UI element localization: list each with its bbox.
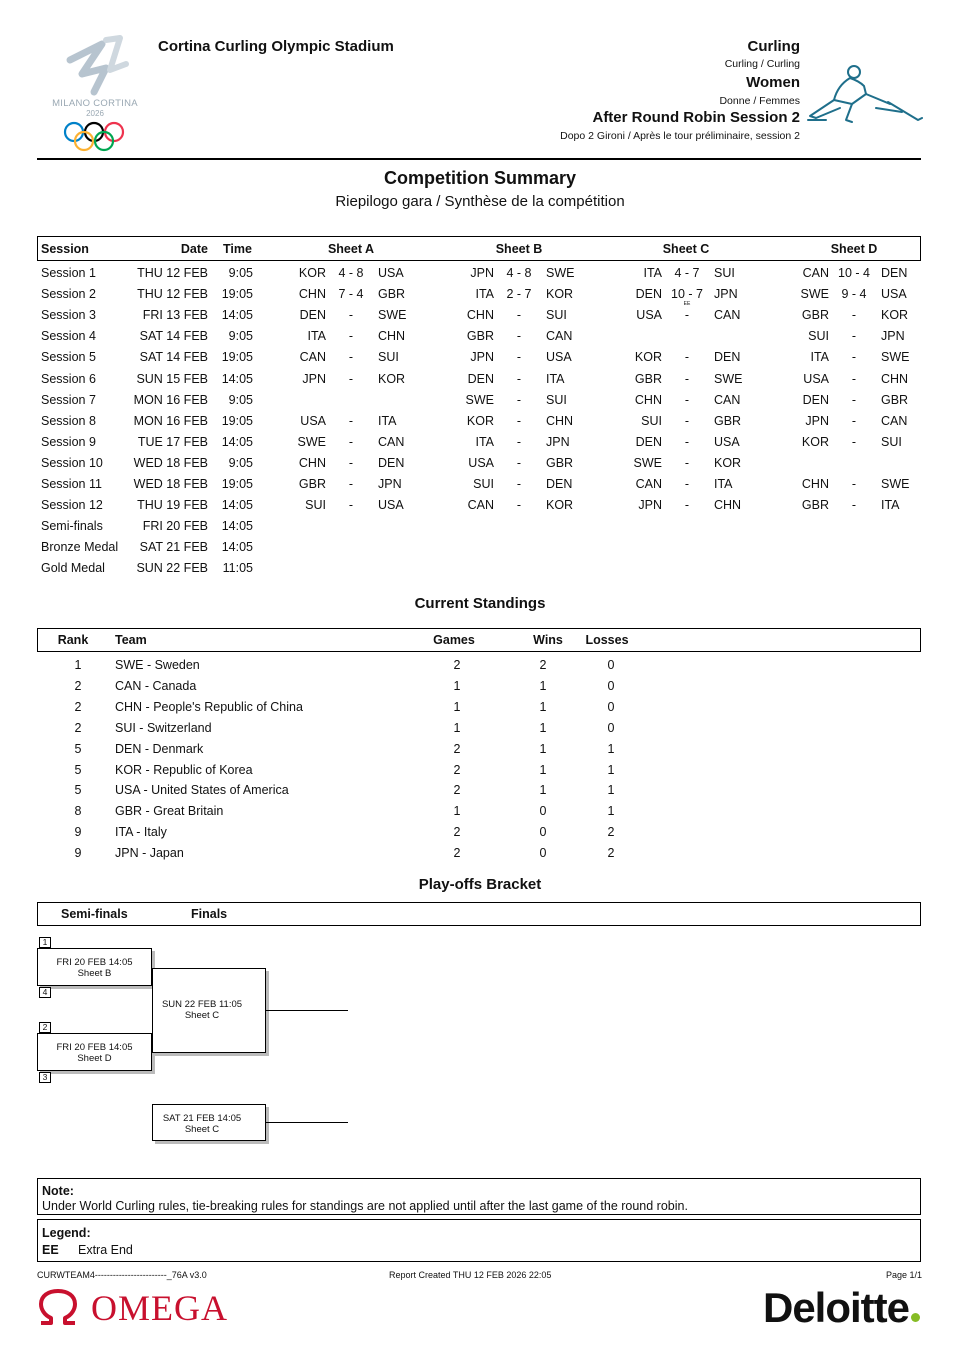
- standing-team: JPN - Japan: [115, 846, 184, 860]
- standing-losses: 0: [607, 721, 615, 735]
- session-name: Session 8: [41, 414, 96, 428]
- match-team2: JPN: [881, 329, 905, 343]
- match-team1: JPN: [638, 498, 662, 512]
- standing-losses: 2: [607, 846, 615, 860]
- legend-code: EE: [42, 1243, 59, 1257]
- match-team2: USA: [546, 350, 572, 364]
- standing-wins: 0: [539, 846, 547, 860]
- match-team2: GBR: [378, 287, 406, 301]
- sf1-sheet: Sheet B: [77, 968, 112, 979]
- match-score: -: [516, 435, 522, 449]
- omega-wordmark: OMEGA: [91, 1288, 228, 1328]
- match-score: -: [516, 498, 522, 512]
- standing-rank: 9: [74, 846, 82, 860]
- session-name: Session 12: [41, 498, 103, 512]
- match-score: 10 - 7: [671, 287, 703, 301]
- match-score: -: [684, 456, 690, 470]
- match-team2: SWE: [546, 266, 575, 280]
- match-team2: USA: [378, 498, 404, 512]
- match-score: -: [516, 456, 522, 470]
- standing-losses: 0: [607, 658, 615, 672]
- match-team1: JPN: [805, 414, 829, 428]
- standing-games: 2: [453, 846, 461, 860]
- standing-rank: 1: [74, 658, 82, 672]
- match-team2: ITA: [378, 414, 397, 428]
- match-team2: USA: [714, 435, 740, 449]
- session-name: Session 1: [41, 266, 96, 280]
- standing-losses: 0: [607, 679, 615, 693]
- session-date: SUN 15 FEB: [136, 372, 208, 386]
- match-team1: ITA: [475, 435, 494, 449]
- bracket-title: Play-offs Bracket: [418, 876, 542, 893]
- match-team1: CHN: [298, 456, 326, 470]
- match-score: 2 - 7: [506, 287, 532, 301]
- match-team2: CHN: [881, 372, 909, 386]
- standing-rank: 5: [74, 763, 82, 777]
- standing-wins: 2: [539, 658, 547, 672]
- match-team1: CAN: [467, 498, 494, 512]
- match-score: 7 - 4: [338, 287, 364, 301]
- match-team1: CHN: [634, 393, 662, 407]
- standings-title: Current Standings: [414, 595, 546, 612]
- standings-team-header: Team: [115, 633, 147, 647]
- bronze-sheet: Sheet C: [184, 1124, 220, 1135]
- match-team1: SWE: [633, 456, 662, 470]
- session-date: THU 12 FEB: [137, 266, 208, 280]
- match-team2: SWE: [714, 372, 743, 386]
- session-date: WED 18 FEB: [133, 477, 208, 491]
- session-time: 19:05: [221, 287, 253, 301]
- standing-wins: 1: [539, 783, 547, 797]
- bracket-header-row: [37, 902, 921, 926]
- standing-team: CAN - Canada: [115, 679, 197, 693]
- session-date: TUE 17 FEB: [137, 435, 208, 449]
- session-date: WED 18 FEB: [133, 456, 208, 470]
- session-date: THU 12 FEB: [137, 287, 208, 301]
- match-score: 9 - 4: [841, 287, 867, 301]
- match-score: -: [516, 308, 522, 322]
- match-score: -: [851, 498, 857, 512]
- match-team2: CHN: [378, 329, 406, 343]
- omega-symbol-icon: [37, 1289, 79, 1327]
- gold-final-box: [152, 968, 266, 1053]
- match-score: 4 - 8: [506, 266, 532, 280]
- logo-text-city: MILANO CORTINA: [52, 98, 138, 109]
- deloitte-dot-icon: [911, 1313, 920, 1322]
- match-score: -: [851, 393, 857, 407]
- match-score: -: [516, 414, 522, 428]
- legend-meaning: Extra End: [78, 1243, 133, 1257]
- session-name: Session 3: [41, 308, 96, 322]
- col-sheet-d-header: Sheet D: [830, 242, 878, 256]
- match-team2: JPN: [378, 477, 402, 491]
- standing-games: 2: [453, 825, 461, 839]
- venue-name: Cortina Curling Olympic Stadium: [158, 38, 394, 55]
- standing-team: SWE - Sweden: [115, 658, 200, 672]
- match-team2: GBR: [714, 414, 742, 428]
- session-date: SAT 21 FEB: [139, 540, 208, 554]
- deloitte-logo: [762, 1284, 920, 1331]
- standing-wins: 1: [539, 721, 547, 735]
- match-score: -: [516, 372, 522, 386]
- phase-title: After Round Robin Session 2: [592, 109, 800, 126]
- standing-games: 2: [453, 742, 461, 756]
- session-time: 14:05: [221, 540, 253, 554]
- standing-team: DEN - Denmark: [115, 742, 204, 756]
- standing-wins: 1: [539, 679, 547, 693]
- match-team2: KOR: [546, 287, 574, 301]
- session-name: Session 4: [41, 329, 96, 343]
- match-team2: ITA: [881, 498, 900, 512]
- col-sheet-c-header: Sheet C: [662, 242, 710, 256]
- match-team1: CHN: [466, 308, 494, 322]
- match-team1: GBR: [466, 329, 494, 343]
- session-date: SAT 14 FEB: [139, 350, 208, 364]
- match-team2: SUI: [881, 435, 902, 449]
- match-score: -: [348, 350, 354, 364]
- match-team1: KOR: [466, 414, 494, 428]
- match-score: -: [348, 477, 354, 491]
- match-team2: USA: [881, 287, 907, 301]
- omega-logo: [37, 1288, 228, 1328]
- match-team1: DEN: [299, 308, 326, 322]
- match-team2: ITA: [546, 372, 565, 386]
- gold-datetime: SUN 22 FEB 11:05: [161, 999, 243, 1010]
- match-team2: CHN: [546, 414, 574, 428]
- match-team2: GBR: [546, 456, 574, 470]
- summary-title: Competition Summary: [383, 168, 577, 188]
- match-team1: DEN: [635, 287, 662, 301]
- standing-team: KOR - Republic of Korea: [115, 763, 253, 777]
- standing-rank: 2: [74, 700, 82, 714]
- match-team2: USA: [378, 266, 404, 280]
- session-time: 9:05: [228, 393, 253, 407]
- standing-games: 2: [453, 658, 461, 672]
- match-score: -: [348, 498, 354, 512]
- match-team2: KOR: [881, 308, 909, 322]
- standings-losses-header: Losses: [585, 633, 629, 647]
- match-team1: KOR: [298, 266, 326, 280]
- session-date: MON 16 FEB: [133, 414, 208, 428]
- match-team2: SUI: [378, 350, 399, 364]
- standing-team: SUI - Switzerland: [115, 721, 212, 735]
- standings-rank-header: Rank: [57, 633, 89, 647]
- session-name: Bronze Medal: [41, 540, 119, 554]
- match-team2: DEN: [546, 477, 573, 491]
- standing-wins: 0: [539, 825, 547, 839]
- match-team2: JPN: [714, 287, 738, 301]
- match-team1: CHN: [801, 477, 829, 491]
- match-team1: USA: [300, 414, 326, 428]
- match-team1: JPN: [470, 266, 494, 280]
- sf2-datetime: FRI 20 FEB 14:05: [56, 1042, 133, 1053]
- standing-games: 2: [453, 763, 461, 777]
- sport-title: Curling: [747, 38, 800, 55]
- sf1-seed-top: 1: [39, 937, 51, 948]
- col-sheet-b-header: Sheet B: [495, 242, 543, 256]
- gold-winner-line: [266, 1010, 348, 1011]
- match-team1: DEN: [467, 372, 494, 386]
- match-team2: KOR: [378, 372, 406, 386]
- session-date: SAT 14 FEB: [139, 329, 208, 343]
- deloitte-wordmark: Deloitte: [762, 1284, 909, 1331]
- match-team1: SUI: [473, 477, 494, 491]
- match-team2: SWE: [881, 477, 910, 491]
- session-date: SUN 22 FEB: [136, 561, 208, 575]
- match-score: -: [684, 393, 690, 407]
- match-team1: SWE: [297, 435, 326, 449]
- match-team1: CAN: [299, 350, 326, 364]
- match-team1: GBR: [801, 308, 829, 322]
- match-score: -: [348, 308, 354, 322]
- extra-end-marker: EE: [683, 301, 691, 307]
- session-time: 9:05: [228, 329, 253, 343]
- session-time: 9:05: [228, 266, 253, 280]
- match-score: 10 - 4: [838, 266, 870, 280]
- session-time: 14:05: [221, 435, 253, 449]
- standing-losses: 1: [607, 763, 615, 777]
- match-team2: KOR: [546, 498, 574, 512]
- standing-wins: 1: [539, 700, 547, 714]
- match-score: -: [348, 329, 354, 343]
- match-team1: SUI: [808, 329, 829, 343]
- sf2-seed-top: 2: [39, 1022, 51, 1033]
- session-name: Semi-finals: [41, 519, 103, 533]
- standing-games: 1: [453, 679, 461, 693]
- summary-subtitle: Riepilogo gara / Synthèse de la compétition: [335, 193, 625, 210]
- standing-rank: 9: [74, 825, 82, 839]
- curling-pictogram-icon: [806, 64, 924, 126]
- session-date: MON 16 FEB: [133, 393, 208, 407]
- match-team2: GBR: [881, 393, 909, 407]
- match-team1: ITA: [810, 350, 829, 364]
- match-team1: CHN: [298, 287, 326, 301]
- bronze-winner-line: [266, 1122, 348, 1123]
- session-name: Session 6: [41, 372, 96, 386]
- session-name: Session 2: [41, 287, 96, 301]
- match-score: -: [684, 477, 690, 491]
- header-divider: [37, 158, 921, 160]
- doc-code: CURWTEAM4------------------------_76A v3.0: [37, 1270, 207, 1280]
- match-team1: DEN: [635, 435, 662, 449]
- session-name: Session 11: [41, 477, 102, 491]
- match-score: -: [851, 308, 857, 322]
- col-time-header: Time: [223, 242, 252, 256]
- match-team2: SUI: [546, 393, 567, 407]
- standings-games-header: Games: [433, 633, 475, 647]
- match-team2: CAN: [881, 414, 908, 428]
- session-name: Gold Medal: [41, 561, 105, 575]
- session-name: Session 7: [41, 393, 96, 407]
- standing-team: GBR - Great Britain: [115, 804, 224, 818]
- gender-title: Women: [746, 74, 800, 91]
- bracket-semis-header: Semi-finals: [61, 907, 128, 921]
- sf2-seed-bottom: 3: [39, 1072, 51, 1083]
- match-team2: SWE: [881, 350, 910, 364]
- match-score: -: [851, 372, 857, 386]
- match-score: -: [851, 414, 857, 428]
- match-score: -: [684, 498, 690, 512]
- match-team2: DEN: [714, 350, 741, 364]
- session-date: THU 19 FEB: [137, 498, 208, 512]
- session-time: 19:05: [221, 414, 253, 428]
- match-score: -: [851, 435, 857, 449]
- session-time: 19:05: [221, 477, 253, 491]
- match-team2: KOR: [714, 456, 742, 470]
- session-time: 19:05: [221, 350, 253, 364]
- match-score: 4 - 7: [674, 266, 700, 280]
- standings-wins-header: Wins: [533, 633, 563, 647]
- match-score: -: [348, 414, 354, 428]
- match-team1: ITA: [307, 329, 326, 343]
- standing-losses: 0: [607, 700, 615, 714]
- milano-cortina-logo: [40, 30, 150, 155]
- match-score: 4 - 8: [338, 266, 364, 280]
- match-team2: CAN: [714, 393, 741, 407]
- match-team1: SUI: [305, 498, 326, 512]
- standing-rank: 8: [74, 804, 82, 818]
- standing-team: ITA - Italy: [115, 825, 167, 839]
- match-team1: SUI: [641, 414, 662, 428]
- match-team1: KOR: [634, 350, 662, 364]
- match-team1: USA: [468, 456, 494, 470]
- bronze-final-box: [152, 1104, 266, 1141]
- match-score: -: [516, 350, 522, 364]
- standing-rank: 5: [74, 783, 82, 797]
- sf1-match-box: [37, 948, 152, 986]
- phase-subtitle: Dopo 2 Gironi / Après le tour préliminaire, session 2: [560, 130, 800, 142]
- col-session-header: Session: [41, 242, 89, 256]
- standing-games: 2: [453, 783, 461, 797]
- match-score: -: [348, 372, 354, 386]
- bracket-finals-header: Finals: [191, 907, 228, 921]
- match-team1: GBR: [298, 477, 326, 491]
- match-team1: USA: [803, 372, 829, 386]
- match-score: -: [684, 435, 690, 449]
- match-score: -: [516, 329, 522, 343]
- standing-wins: 1: [539, 742, 547, 756]
- match-score: -: [516, 393, 522, 407]
- match-team2: CAN: [714, 308, 741, 322]
- match-score: -: [684, 414, 690, 428]
- sf2-match-box: [37, 1033, 152, 1071]
- standing-losses: 1: [607, 804, 615, 818]
- match-team1: GBR: [634, 372, 662, 386]
- session-date: FRI 20 FEB: [142, 519, 208, 533]
- standing-losses: 1: [607, 783, 615, 797]
- match-team1: CAN: [802, 266, 829, 280]
- standing-team: CHN - People's Republic of China: [115, 700, 303, 714]
- standing-rank: 5: [74, 742, 82, 756]
- match-score: -: [348, 435, 354, 449]
- standing-games: 1: [453, 804, 461, 818]
- match-team2: CAN: [378, 435, 405, 449]
- legend-box: [37, 1219, 921, 1262]
- match-team2: SWE: [378, 308, 407, 322]
- session-time: 11:05: [222, 561, 253, 575]
- standing-wins: 1: [539, 763, 547, 777]
- note-label: Note:: [42, 1184, 74, 1198]
- standing-rank: 2: [74, 721, 82, 735]
- match-team1: CAN: [635, 477, 662, 491]
- match-score: -: [516, 477, 522, 491]
- standing-team: USA - United States of America: [115, 783, 289, 797]
- standing-games: 1: [453, 700, 461, 714]
- standing-rank: 2: [74, 679, 82, 693]
- sf1-datetime: FRI 20 FEB 14:05: [56, 957, 133, 968]
- match-team1: KOR: [801, 435, 829, 449]
- match-score: -: [348, 456, 354, 470]
- sf1-seed-bottom: 4: [39, 987, 51, 998]
- match-score: -: [684, 308, 690, 322]
- gold-sheet: Sheet C: [184, 1010, 220, 1021]
- standing-wins: 0: [539, 804, 547, 818]
- report-created: Report Created THU 12 FEB 2026 22:05: [389, 1270, 552, 1280]
- col-date-header: Date: [180, 242, 208, 256]
- match-team1: GBR: [801, 498, 829, 512]
- match-team1: DEN: [802, 393, 829, 407]
- match-score: -: [851, 350, 857, 364]
- session-time: 14:05: [221, 498, 253, 512]
- match-team2: DEN: [881, 266, 908, 280]
- standing-losses: 2: [607, 825, 615, 839]
- session-name: Session 9: [41, 435, 96, 449]
- olympic-emblem-icon: [40, 30, 150, 155]
- match-score: -: [851, 329, 857, 343]
- session-time: 14:05: [221, 519, 253, 533]
- standing-losses: 1: [607, 742, 615, 756]
- match-team2: JPN: [546, 435, 570, 449]
- match-team2: CHN: [714, 498, 742, 512]
- match-team2: SUI: [546, 308, 567, 322]
- match-team2: SUI: [714, 266, 735, 280]
- match-team1: ITA: [643, 266, 662, 280]
- match-team1: ITA: [475, 287, 494, 301]
- gender-subtitle: Donne / Femmes: [719, 95, 800, 107]
- sf2-sheet: Sheet D: [77, 1053, 112, 1064]
- match-team1: SWE: [465, 393, 494, 407]
- match-team1: USA: [636, 308, 662, 322]
- match-score: -: [684, 350, 690, 364]
- page-number: Page 1/1: [885, 1270, 922, 1280]
- session-time: 14:05: [221, 308, 253, 322]
- match-team2: DEN: [378, 456, 405, 470]
- col-sheet-a-header: Sheet A: [327, 242, 375, 256]
- standing-games: 1: [453, 721, 461, 735]
- match-team1: JPN: [470, 350, 494, 364]
- session-name: Session 5: [41, 350, 96, 364]
- match-score: -: [851, 477, 857, 491]
- logo-text-year: 2026: [86, 109, 104, 118]
- match-team1: SWE: [800, 287, 829, 301]
- sport-subtitle: Curling / Curling: [724, 58, 800, 70]
- match-team2: ITA: [714, 477, 733, 491]
- session-name: Session 10: [41, 456, 103, 470]
- session-time: 14:05: [221, 372, 253, 386]
- note-text: Under World Curling rules, tie-breaking rules for standings are not applied until after the last game of the round robin.: [42, 1199, 688, 1213]
- bronze-datetime: SAT 21 FEB 14:05: [162, 1113, 242, 1124]
- match-team2: CAN: [546, 329, 573, 343]
- match-score: -: [684, 372, 690, 386]
- match-team1: JPN: [302, 372, 326, 386]
- session-time: 9:05: [228, 456, 253, 470]
- session-date: FRI 13 FEB: [142, 308, 208, 322]
- legend-label: Legend:: [42, 1226, 91, 1240]
- note-box: [37, 1178, 921, 1215]
